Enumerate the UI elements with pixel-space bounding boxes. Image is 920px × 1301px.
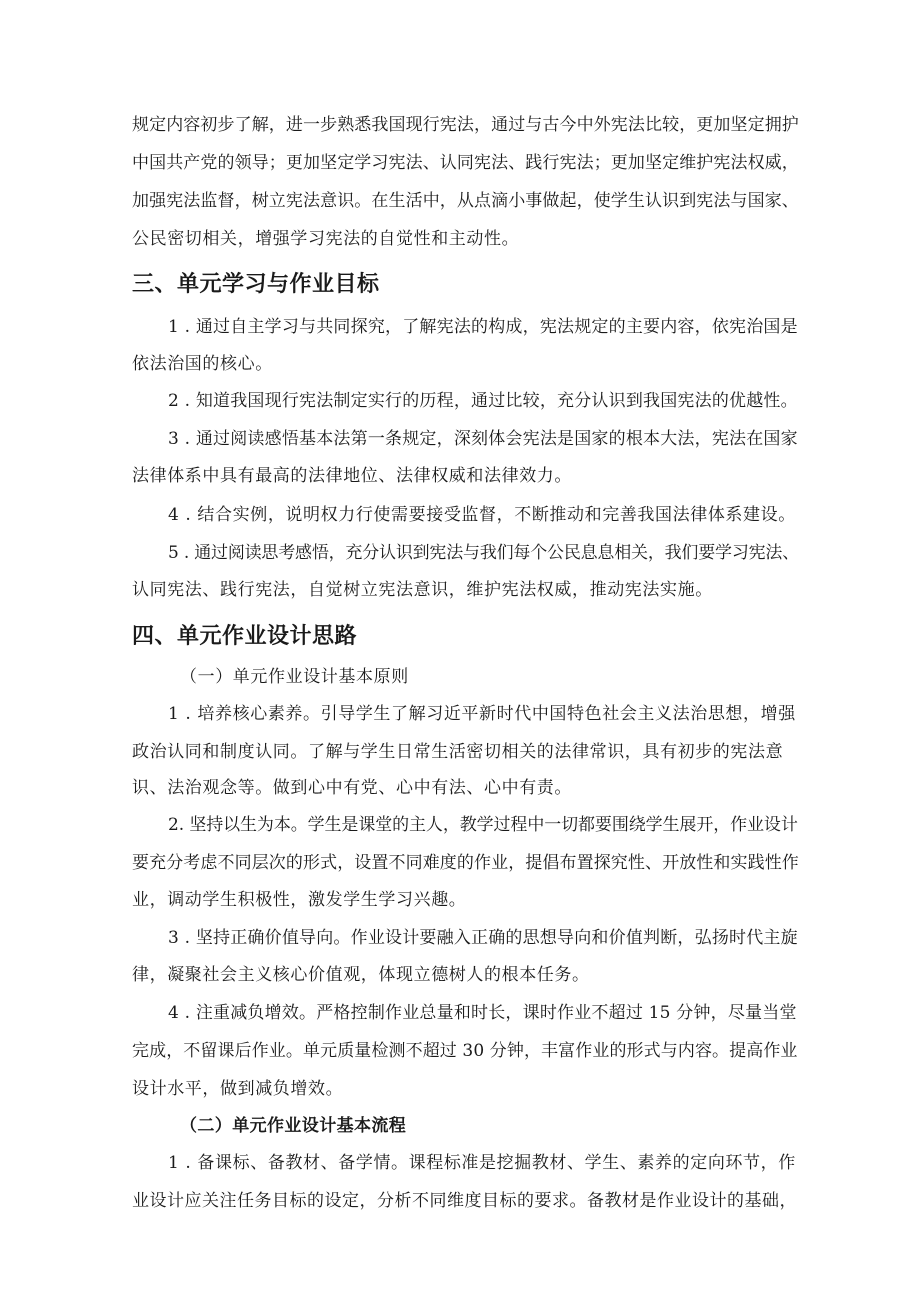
principle-1-line-1: 1 . 培养核心素养。引导学生了解习近平新时代中国特色社会主义法治思想，增强 [168,704,796,724]
subsection-1-title: （一）单元作业设计基本原则 [180,667,409,687]
intro-line-2: 中国共产党的领导；更加坚定学习宪法、认同宪法、践行宪法；更加坚定维护宪法权威， [132,153,799,173]
goal-4: 4 . 结合实例，说明权力行使需要接受监督，不断推动和完善我国法律体系建设。 [168,505,796,525]
section-3-heading: 三、单元学习与作业目标 [132,272,380,297]
principle-2-line-1: 2. 坚持以生为本。学生是课堂的主人，教学过程中一切都要围绕学生展开，作业设计 [168,815,798,835]
goal-3-line-2: 法律体系中具有最高的法律地位、法律权威和法律效力。 [132,466,572,486]
subsection-2-title: （二）单元作业设计基本流程 [180,1116,407,1136]
intro-line-4: 公民密切相关，增强学习宪法的自觉性和主动性。 [132,229,520,249]
goal-1-line-1: 1 . 通过自主学习与共同探究，了解宪法的构成，宪法规定的主要内容，依宪治国是 [168,317,798,337]
goal-1-line-2: 依法治国的核心。 [132,354,273,374]
goal-5-line-2: 认同宪法、践行宪法，自觉树立宪法意识，维护宪法权威，推动宪法实施。 [132,580,713,600]
principle-2-line-2: 要充分考虑不同层次的形式，设置不同难度的作业，提倡布置探究性、开放性和实践性作 [132,853,799,873]
goal-3-line-1: 3 . 通过阅读感悟基本法第一条规定，深刻体会宪法是国家的根本大法，宪法在国家 [168,429,798,449]
process-1-line-1: 1 . 备课标、备教材、备学情。课程标准是挖掘教材、学生、素养的定向环节，作 [168,1153,796,1173]
intro-line-1: 规定内容初步了解，进一步熟悉我国现行宪法，通过与古今中外宪法比较，更加坚定拥护 [132,115,799,135]
principle-1-line-3: 识、法治观念等。做到心中有党、心中有法、心中有责。 [132,778,572,798]
process-1-line-2: 业设计应关注任务目标的设定，分析不同维度目标的要求。备教材是作业设计的基础， [132,1191,797,1211]
goal-2: 2 . 知道我国现行宪法制定实行的历程，通过比较，充分认识到我国宪法的优越性。 [168,391,798,411]
principle-2-line-3: 业，调动学生积极性，激发学生学习兴趣。 [132,890,467,910]
goal-5-line-1: 5 . 通过阅读思考感悟，充分认识到宪法与我们每个公民息息相关，我们要学习宪法、 [168,543,800,563]
principle-3-line-2: 律，凝聚社会主义核心价值观，体现立德树人的根本任务。 [132,965,590,985]
principle-4-line-1: 4 . 注重减负增效。严格控制作业总量和时长，课时作业不超过 15 分钟，尽量当堂 [168,1003,797,1023]
principle-1-line-2: 政治认同和制度认同。了解与学生日常生活密切相关的法律常识，具有初步的宪法意 [132,742,784,762]
section-4-heading: 四、单元作业设计思路 [132,624,358,649]
intro-line-3: 加强宪法监督，树立宪法意识。在生活中，从点滴小事做起，使学生认识到宪法与国家、 [132,191,799,211]
principle-4-line-2: 完成，不留课后作业。单元质量检测不超过 30 分钟，丰富作业的形式与内容。提高作业 [132,1041,798,1061]
principle-3-line-1: 3 . 坚持正确价值导向。作业设计要融入正确的思想导向和价值判断，弘扬时代主旋 [168,928,798,948]
principle-4-line-3: 设计水平，做到减负增效。 [132,1079,344,1099]
